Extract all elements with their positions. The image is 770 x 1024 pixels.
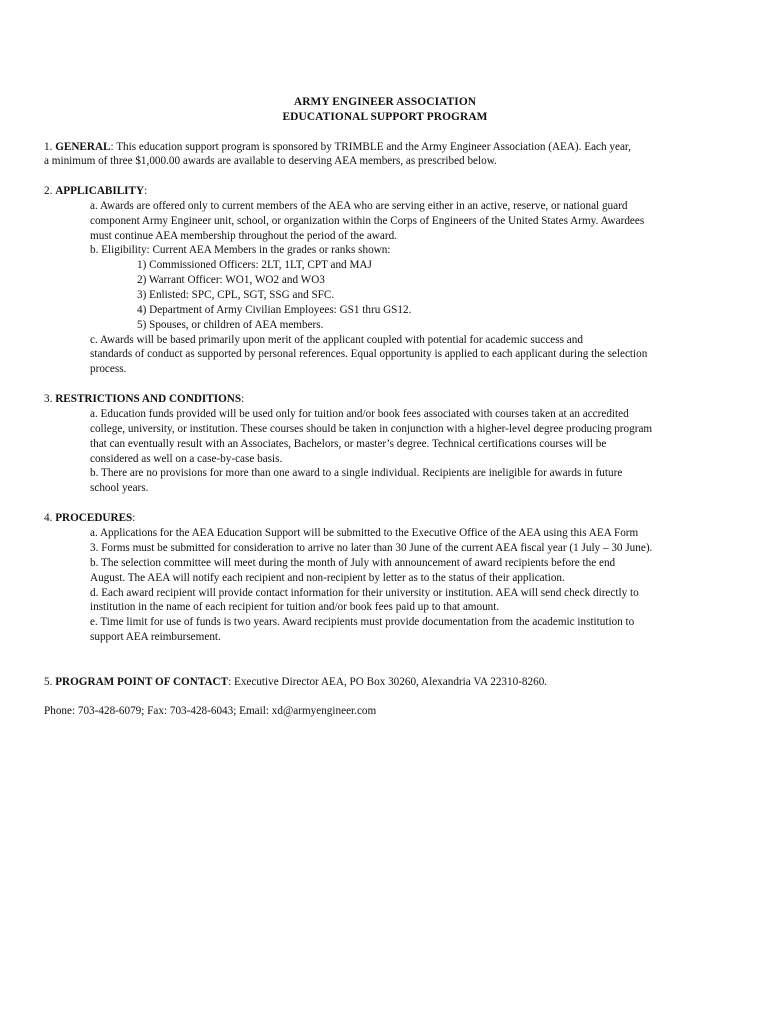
eligibility-item: 4) Department of Army Civilian Employees: GS1 thru GS12. [137, 304, 412, 316]
applicability-a-line2: component Army Engineer unit, school, or organization within the Corps of Engineers of the United States Army. Awardees [90, 215, 645, 227]
procedures-line: b. The selection committee will meet during the month of July with announcement of award recipients before the end [90, 557, 616, 569]
section-number: 2. [44, 185, 56, 197]
eligibility-item: 3) Enlisted: SPC, CPL, SGT, SSG and SFC. [137, 289, 335, 301]
section-general-line2: a minimum of three $1,000.00 awards are available to deserving AEA members, as prescribed below. [44, 155, 497, 167]
eligibility-item: 1) Commissioned Officers: 2LT, 1LT, CPT and MAJ [137, 259, 372, 271]
section-number: 5. [44, 676, 56, 688]
document-title-line1: ARMY ENGINEER ASSOCIATION [293, 96, 477, 108]
section-contact-line [44, 675, 547, 690]
procedures-line: August. The AEA will notify each recipient and non-recipient by letter as to the status of their application. [90, 572, 565, 584]
restrictions-b-line1: b. There are no provisions for more than one award to a single individual. Recipients are ineligible for awards in future [90, 467, 623, 479]
contact-phone-fax-email: Phone: 703-428-6079; Fax: 703-428-6043; Email: xd@armyengineer.com [44, 705, 377, 717]
section-procedures-heading [44, 511, 135, 526]
restrictions-a-line1: a. Education funds provided will be used only for tuition and/or book fees associated with courses taken at an accredited [90, 408, 629, 420]
heading-colon: : [144, 185, 148, 197]
section-applicability-heading [44, 184, 147, 199]
restrictions-b-line2: school years. [90, 482, 149, 494]
section-text: : This education support program is sponsored by TRIMBLE and the Army Engineer Association (AEA). Each year, [110, 141, 632, 153]
applicability-b-line1: b. Eligibility: Current AEA Members in the grades or ranks shown: [90, 244, 391, 256]
document-title-line2: EDUCATIONAL SUPPORT PROGRAM [282, 111, 488, 123]
heading-colon: : [132, 512, 136, 524]
restrictions-a-line3: that can eventually result with an Associates, Bachelors, or master’s degree. Technical certifications courses will be [90, 438, 607, 450]
procedures-line: d. Each award recipient will provide contact information for their university or institution. AEA will send check directly to [90, 587, 639, 599]
section-heading-general: GENERAL [55, 141, 111, 153]
section-heading-restrictions: RESTRICTIONS AND CONDITIONS [55, 393, 242, 405]
procedures-line: 3. Forms must be submitted for consideration to arrive no later than 30 June of the current AEA fiscal year (1 July – 30 June). [90, 542, 653, 554]
section-heading-applicability: APPLICABILITY [55, 185, 145, 197]
eligibility-item: 2) Warrant Officer: WO1, WO2 and WO3 [137, 274, 325, 286]
section-number: 1. [44, 141, 56, 153]
procedures-line: e. Time limit for use of funds is two years. Award recipients must provide documentation from the academic institution to [90, 616, 635, 628]
restrictions-a-line4: considered as well on a case-by-case basis. [90, 453, 283, 465]
applicability-a-line1: a. Awards are offered only to current members of the AEA who are serving either in an active, reserve, or national guard [90, 200, 628, 212]
section-heading-procedures: PROCEDURES [55, 512, 133, 524]
section-number: 3. [44, 393, 56, 405]
restrictions-a-line2: college, university, or institution. These courses should be taken in conjunction with a higher-level degree producing program [90, 423, 653, 435]
procedures-line: a. Applications for the AEA Education Support will be submitted to the Executive Office of the AEA using this AEA Form [90, 527, 639, 539]
section-general-line1 [44, 140, 631, 155]
heading-colon: : [241, 393, 245, 405]
applicability-c-line2: standards of conduct as supported by personal references. Equal opportunity is applied to each applicant during the selection [90, 348, 648, 360]
applicability-c-line1: c. Awards will be based primarily upon merit of the applicant coupled with potential for academic success and [90, 334, 583, 346]
applicability-c-line3: process. [90, 363, 127, 375]
procedures-line: institution in the name of each recipient for tuition and/or book fees paid up to that amount. [90, 601, 500, 613]
section-number: 4. [44, 512, 56, 524]
section-heading-contact: PROGRAM POINT OF CONTACT [55, 676, 229, 688]
applicability-a-line3: must continue AEA membership throughout the period of the award. [90, 230, 397, 242]
contact-address: : Executive Director AEA, PO Box 30260, Alexandria VA 22310-8260. [228, 676, 548, 688]
section-restrictions-heading [44, 392, 244, 407]
eligibility-item: 5) Spouses, or children of AEA members. [137, 319, 324, 331]
procedures-line: support AEA reimbursement. [90, 631, 221, 643]
